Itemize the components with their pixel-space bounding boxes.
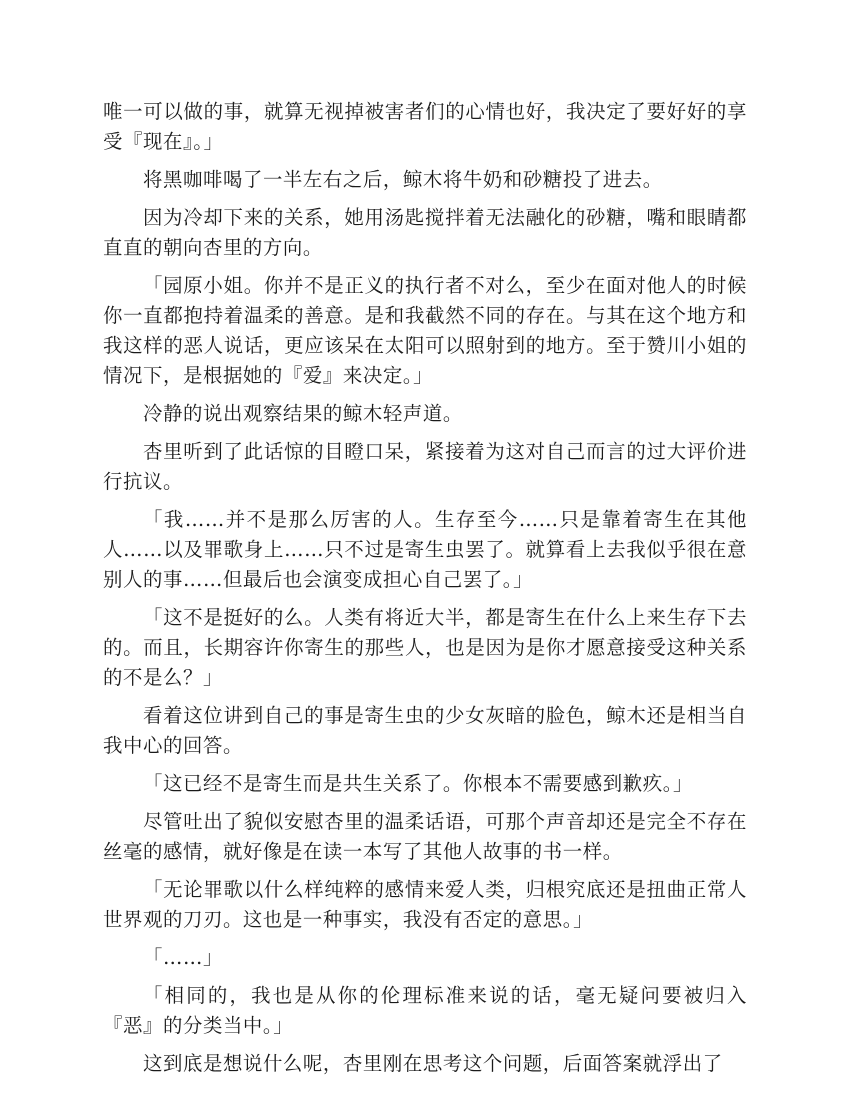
paragraph-1: 唯一可以做的事，就算无视掉被害者们的心情也好，我决定了要好好的享受『现在』。」 (103, 100, 747, 153)
paragraph-13: 「……」 (143, 946, 223, 969)
paragraph-2: 将黑咖啡喝了一半左右之后，鲸木将牛奶和砂糖投了进去。 (143, 168, 663, 191)
paragraph-8: 「这不是挺好的么。人类有将近大半，都是寄生在什么上来生存下去的。而且，长期容许你寄生的那些人，也是因为是你才愿意接受这种关系的不是么？」 (103, 606, 747, 689)
paragraph-11: 尽管吐出了貌似安慰杏里的温柔话语，可那个声音却还是完全不存在丝毫的感情，就好像是在读一本写了其他人故事的书一样。 (103, 810, 747, 863)
paragraph-15: 这到底是想说什么呢，杏里刚在思考这个问题，后面答案就浮出了 (143, 1052, 723, 1075)
paragraph-4: 「园原小姐。你并不是正义的执行者不对么，至少在面对他人的时候你一直都抱持着温柔的善意。是和我截然不同的存在。与其在这个地方和我这样的恶人说话，更应该呆在太阳可以照射到的地方。至于赞川小姐的情况下，是根据她的『爱』来决定。」 (103, 274, 747, 387)
paragraph-9: 看着这位讲到自己的事是寄生虫的少女灰暗的脸色，鲸木还是相当自我中心的回答。 (103, 704, 747, 757)
paragraph-6: 杏里听到了此话惊的目瞪口呆，紧接着为这对自己而言的过大评价进行抗议。 (103, 440, 747, 493)
paragraph-14: 「相同的，我也是从你的伦理标准来说的话，毫无疑问要被归入『恶』的分类当中。」 (103, 984, 747, 1037)
paragraph-5: 冷静的说出观察结果的鲸木轻声道。 (143, 402, 463, 425)
paragraph-3: 因为冷却下来的关系，她用汤匙搅拌着无法融化的砂糖，嘴和眼睛都直直的朝向杏里的方向。 (103, 206, 747, 259)
page-body (103, 97, 747, 1087)
paragraph-10: 「这已经不是寄生而是共生关系了。你根本不需要感到歉疚。」 (143, 772, 694, 795)
paragraph-12: 「无论罪歌以什么样纯粹的感情来爱人类，归根究底还是扭曲正常人世界观的刀刃。这也是一种事实，我没有否定的意思。」 (103, 878, 747, 931)
paragraph-7: 「我……并不是那么厉害的人。生存至今……只是靠着寄生在其他人……以及罪歌身上……只不过是寄生虫罢了。就算看上去我似乎很在意别人的事……但最后也会演变成担心自己罢了。」 (103, 508, 747, 591)
